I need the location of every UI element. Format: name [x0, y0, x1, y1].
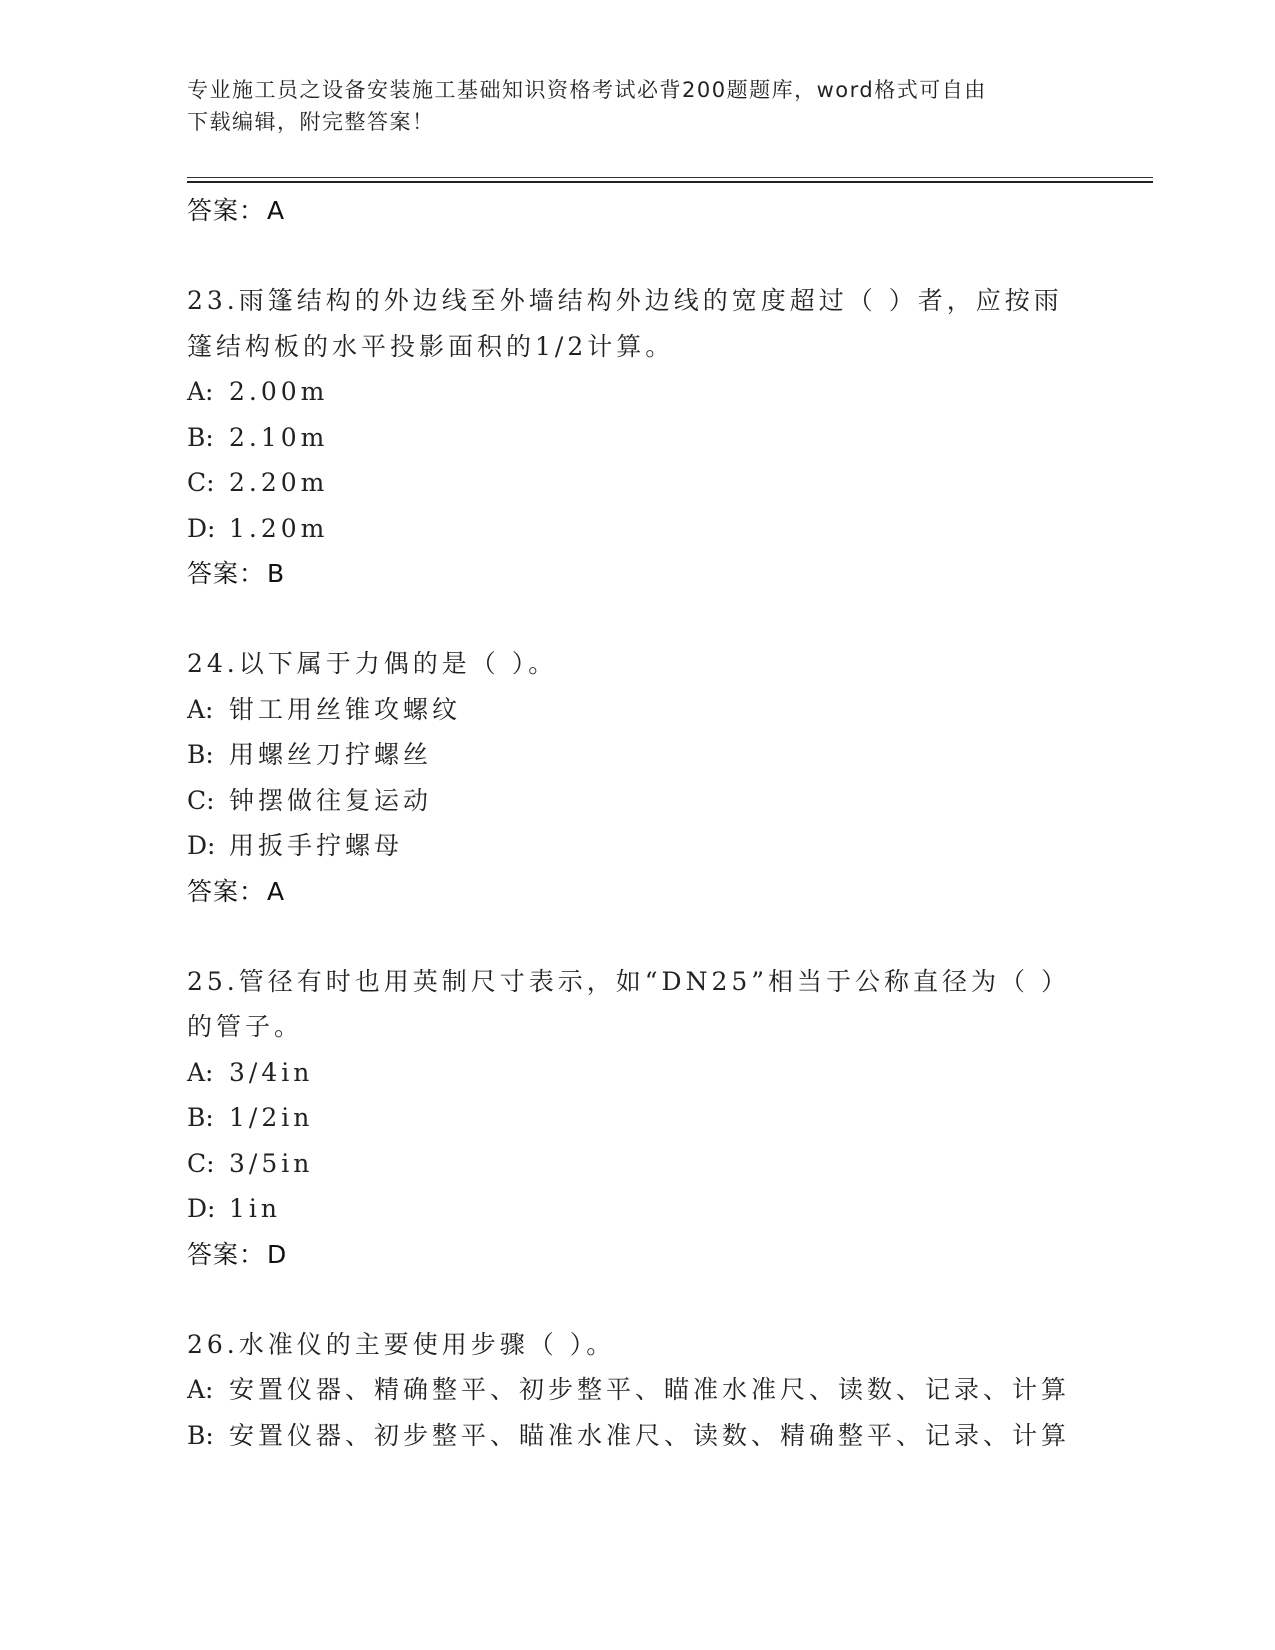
option-key: B:	[187, 740, 214, 769]
answer-line	[187, 1232, 1087, 1278]
option-text: 1.20m	[229, 513, 329, 543]
option-text: 2.20m	[229, 468, 329, 497]
option-text: 3/5in	[229, 1148, 314, 1178]
option-text: 1in	[229, 1194, 282, 1223]
option-b	[187, 1413, 1087, 1459]
option-key: C:	[187, 785, 215, 815]
option-c	[187, 1141, 1087, 1187]
header-line-2: 下载编辑，附完整答案！	[187, 110, 435, 134]
option-key: D:	[187, 1194, 216, 1223]
question-text-line: 24.以下属于力偶的是（ ）。	[187, 649, 558, 678]
option-a	[187, 1367, 1087, 1413]
option-text: 用扳手拧螺母	[229, 831, 404, 860]
question-text-line: 篷结构板的水平投影面积的1/2计算。	[187, 331, 675, 361]
question-text-line: 25.管径有时也用英制尺寸表示，如“DN25”相当于公称直径为（ ）	[187, 966, 1070, 996]
spacer	[187, 597, 1087, 641]
option-d	[187, 506, 1087, 552]
question-24	[187, 641, 1087, 915]
option-a	[187, 687, 1087, 733]
answer-line	[187, 551, 1087, 597]
option-key: D:	[187, 831, 216, 860]
option-key: B:	[187, 1103, 214, 1132]
question-25	[187, 959, 1087, 1278]
answer-value: D	[267, 1239, 288, 1269]
option-key: C:	[187, 468, 215, 497]
option-key: A:	[187, 377, 214, 406]
answer-label: 答案：	[187, 876, 266, 906]
option-key: A:	[187, 1375, 214, 1404]
spacer	[187, 1278, 1087, 1322]
spacer	[187, 915, 1087, 959]
option-c	[187, 460, 1087, 506]
answer-label: 答案：	[187, 559, 266, 588]
answer-line-22	[187, 188, 1087, 234]
option-d	[187, 823, 1087, 869]
question-text-line: 的管子。	[187, 1012, 304, 1041]
answer-value: A	[267, 196, 286, 225]
question-26	[187, 1322, 1087, 1459]
option-b	[187, 1095, 1087, 1141]
header-line-1: 专业施工员之设备安装施工基础知识资格考试必背200题题库，word格式可自由	[187, 78, 987, 102]
option-key: A:	[187, 1057, 214, 1087]
answer-line	[187, 869, 1087, 915]
question-23	[187, 278, 1087, 597]
question-text-line: 23.雨篷结构的外边线至外墙结构外边线的宽度超过（ ）者，应按雨	[187, 286, 1063, 315]
option-text: 钳工用丝锥攻螺纹	[229, 694, 462, 724]
option-d	[187, 1186, 1087, 1232]
option-text: 2.00m	[229, 377, 329, 406]
question-text-line: 26.水准仪的主要使用步骤（ ）。	[187, 1329, 616, 1359]
option-text: 1/2in	[229, 1103, 314, 1132]
option-text: 安置仪器、精确整平、初步整平、瞄准水准尺、读数、记录、计算	[229, 1375, 1071, 1404]
question-list	[187, 188, 1087, 1458]
option-c	[187, 778, 1087, 824]
option-a	[187, 369, 1087, 415]
option-text: 3/4in	[229, 1057, 314, 1087]
option-text: 钟摆做往复运动	[229, 785, 433, 815]
option-key: D:	[187, 513, 216, 543]
answer-value: A	[267, 876, 286, 906]
answer-label: 答案：	[187, 196, 266, 225]
answer-label: 答案：	[187, 1239, 266, 1269]
spacer	[187, 234, 1087, 278]
option-text: 2.10m	[229, 422, 329, 452]
option-b	[187, 415, 1087, 461]
option-b	[187, 732, 1087, 778]
option-key: C:	[187, 1148, 215, 1178]
option-text: 安置仪器、初步整平、瞄准水准尺、读数、精确整平、记录、计算	[229, 1420, 1071, 1450]
option-key: B:	[187, 422, 214, 452]
document-header	[187, 74, 1067, 138]
header-rule-thick	[187, 181, 1153, 183]
option-a	[187, 1050, 1087, 1096]
header-rule-thin	[187, 177, 1153, 178]
option-text: 用螺丝刀拧螺丝	[229, 740, 433, 769]
answer-value: B	[267, 559, 286, 588]
option-key: A:	[187, 694, 214, 724]
option-key: B:	[187, 1420, 214, 1450]
